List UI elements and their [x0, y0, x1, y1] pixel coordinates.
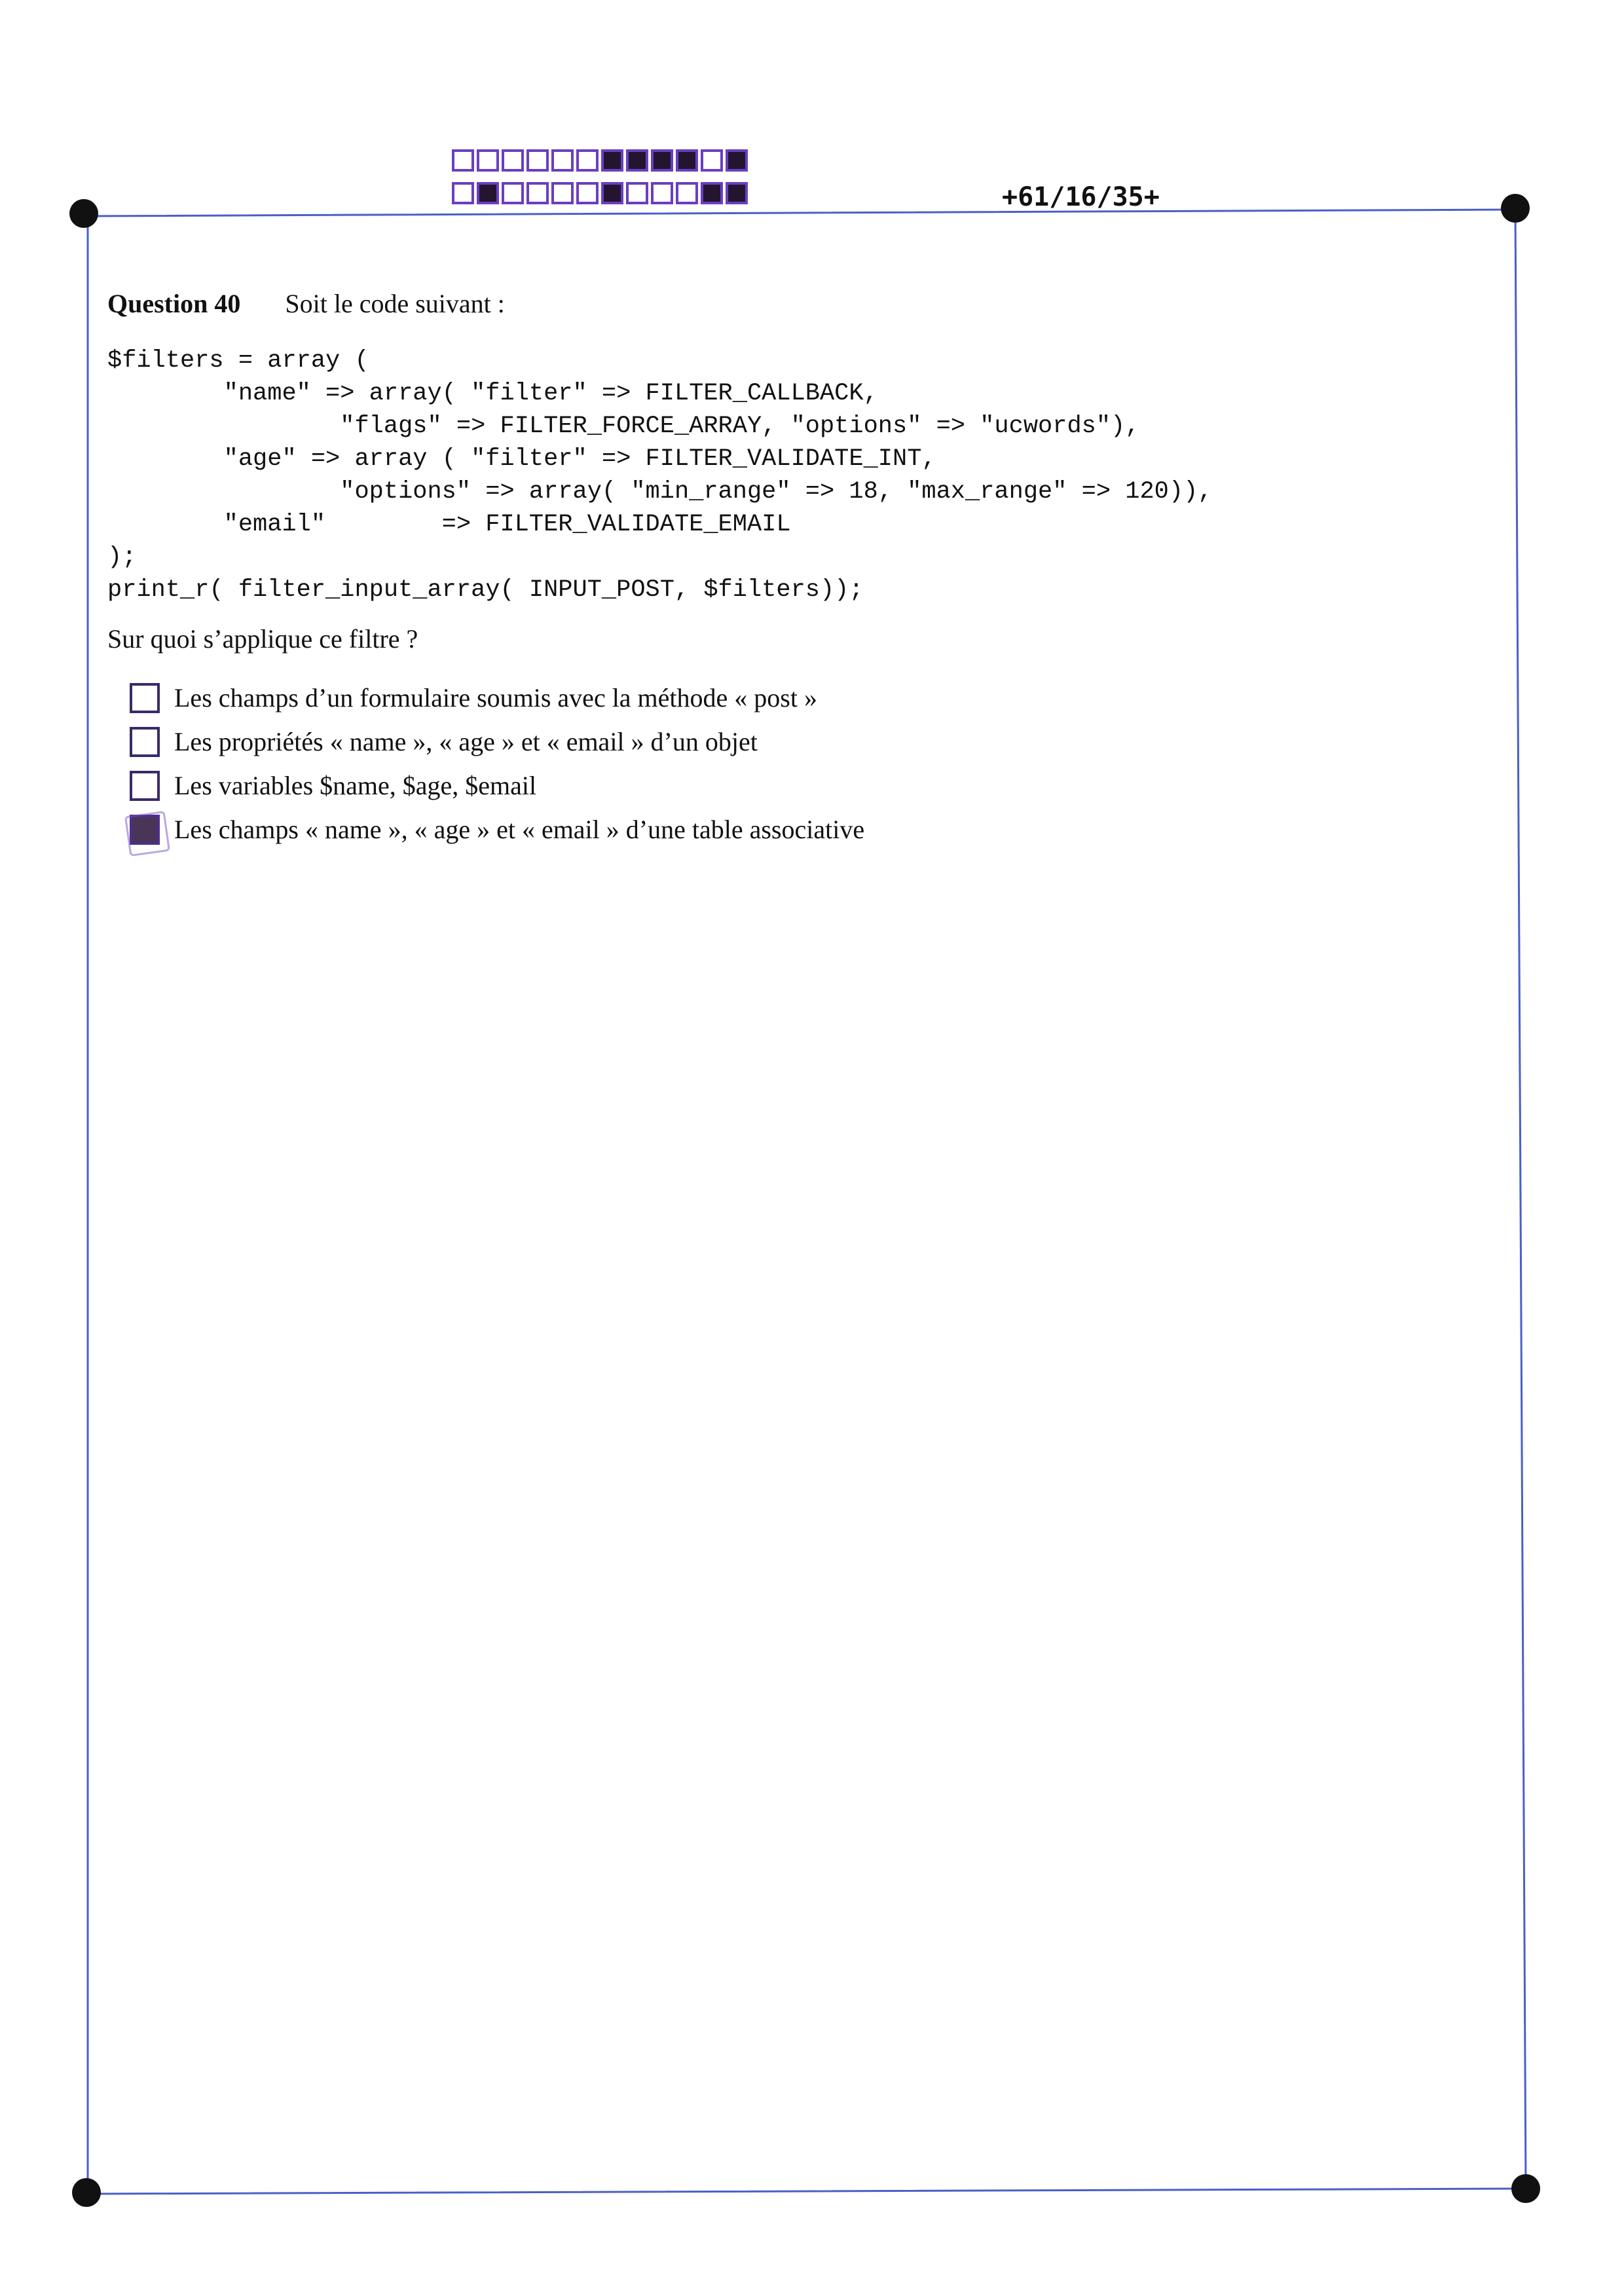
- corner-mark-top-left: [69, 199, 98, 228]
- barcode-cell: [576, 149, 599, 172]
- answer-option[interactable]: [130, 676, 864, 720]
- barcode-cell: [701, 149, 723, 172]
- question-intro: Soit le code suivant :: [285, 289, 505, 318]
- barcode-cell: [651, 182, 673, 204]
- question-number: Question 40: [107, 289, 241, 318]
- barcode-cell: [526, 149, 549, 172]
- barcode-cell: [626, 149, 648, 172]
- barcode-cell: [452, 149, 474, 172]
- barcode-cell: [502, 182, 524, 204]
- barcode-cell: [676, 149, 698, 172]
- answer-label: Les champs « name », « age » et « email » d’une table associative: [174, 815, 865, 844]
- barcode-cell: [576, 182, 599, 204]
- answer-option[interactable]: [130, 764, 864, 807]
- code-line: "name" => array( "filter" => FILTER_CALLBACK,: [107, 380, 878, 407]
- question-header: [107, 288, 505, 319]
- code-line: "options" => array( "min_range" => 18, "max_range" => 120)),: [107, 478, 1213, 506]
- corner-mark-top-right: [1501, 194, 1530, 223]
- barcode-cell: [726, 182, 748, 204]
- code-block: [107, 344, 1212, 606]
- answer-checkbox[interactable]: [130, 727, 160, 757]
- corner-mark-bottom-right: [1511, 2174, 1540, 2203]
- barcode-row-2: [452, 182, 748, 204]
- barcode-cell: [726, 149, 748, 172]
- corner-mark-bottom-left: [72, 2178, 101, 2207]
- answer-label: Les champs d’un formulaire soumis avec la méthode « post »: [174, 683, 817, 713]
- barcode-cell: [477, 149, 499, 172]
- page-id: +61/16/35+: [1002, 182, 1160, 212]
- code-line: "age" => array ( "filter" => FILTER_VALIDATE_INT,: [107, 445, 936, 473]
- code-line: "email" => FILTER_VALIDATE_EMAIL: [107, 511, 791, 538]
- answer-list: [130, 676, 864, 851]
- answer-checkbox[interactable]: [130, 683, 160, 713]
- barcode-cell: [526, 182, 549, 204]
- answer-checkbox[interactable]: [130, 815, 160, 845]
- code-line: print_r( filter_input_array( INPUT_POST, $filters));: [107, 576, 864, 604]
- barcode-cell: [452, 182, 474, 204]
- barcode-cell: [651, 149, 673, 172]
- answer-label: Les variables $name, $age, $email: [174, 771, 537, 800]
- code-line: "flags" => FILTER_FORCE_ARRAY, "options" => "ucwords"),: [107, 413, 1140, 440]
- barcode-cell: [601, 149, 623, 172]
- barcode-cell: [477, 182, 499, 204]
- barcode-cell: [502, 149, 524, 172]
- barcode-cell: [551, 149, 574, 172]
- barcode-cell: [551, 182, 574, 204]
- code-line: $filters = array (: [107, 347, 369, 375]
- barcode-row-1: [452, 149, 748, 172]
- answer-checkbox[interactable]: [130, 771, 160, 801]
- answer-option[interactable]: [130, 807, 864, 851]
- question-prompt: Sur quoi s’applique ce filtre ?: [107, 624, 418, 654]
- code-line: );: [107, 544, 137, 571]
- barcode-cell: [626, 182, 648, 204]
- answer-option[interactable]: [130, 720, 864, 764]
- answer-label: Les propriétés « name », « age » et « email » d’un objet: [174, 727, 758, 756]
- barcode-cell: [676, 182, 698, 204]
- barcode-cell: [701, 182, 723, 204]
- barcode-cell: [601, 182, 623, 204]
